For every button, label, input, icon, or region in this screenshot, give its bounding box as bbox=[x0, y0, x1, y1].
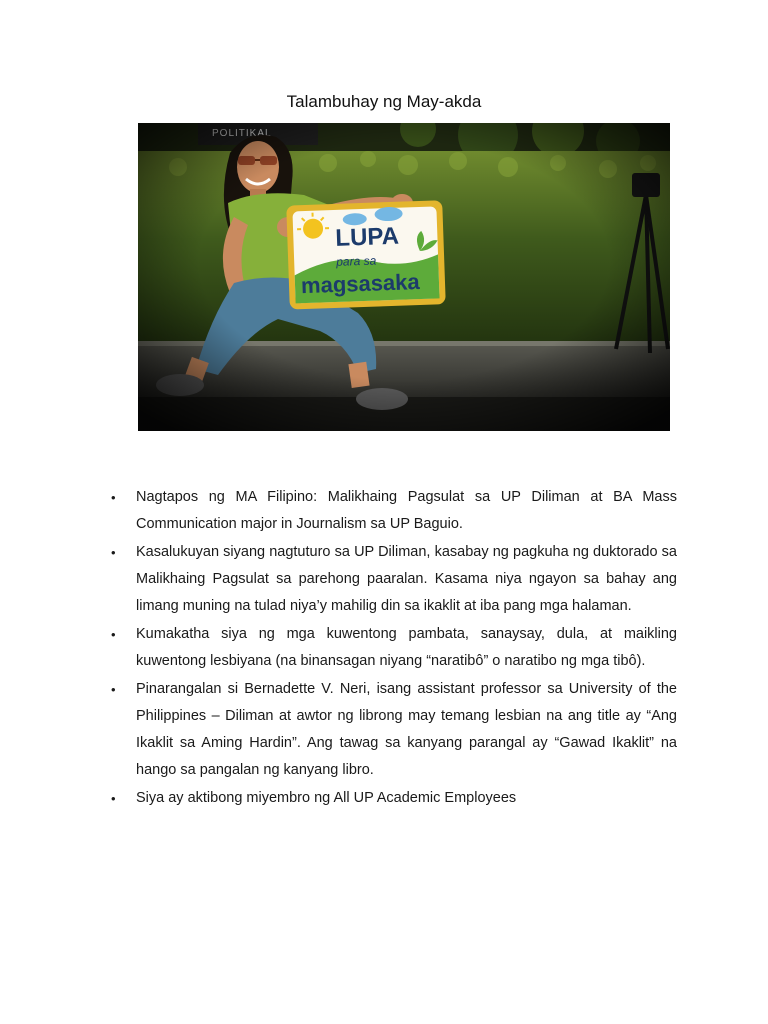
list-item bbox=[108, 676, 677, 784]
bio-text: Kumakatha siya ng mga kuwentong pambata, sanaysay, dula, at maikling kuwentong lesbiyana (na binansagan niyang “naratibô” o naratibo ng mga tibô). bbox=[136, 626, 677, 669]
list-item bbox=[108, 484, 677, 538]
list-item bbox=[108, 539, 677, 620]
bio-text: Nagtapos ng MA Filipino: Malikhaing Pagsulat sa UP Diliman at BA Mass Communication major in Journalism sa UP Baguio. bbox=[136, 489, 677, 532]
bio-text: Kasalukuyan siyang nagtuturo sa UP Diliman, kasabay ng pagkuha ng duktorado sa Malikhaing Pagsulat sa parehong paaralan. Kasama niya ngayon sa bahay ang limang muning na tulad niya’y mahilig din sa ikaklit at iba pang mga halaman. bbox=[136, 544, 677, 614]
list-item bbox=[108, 621, 677, 675]
bullet-icon: • bbox=[111, 627, 116, 642]
bullet-icon: • bbox=[111, 490, 116, 505]
bullet-icon: • bbox=[111, 682, 116, 697]
bio-list bbox=[108, 484, 677, 813]
bullet-icon: • bbox=[111, 791, 116, 806]
author-photo-illustration bbox=[138, 123, 670, 431]
bio-text: Siya ay aktibong miyembro ng All UP Academic Employees bbox=[136, 790, 517, 806]
bullet-icon: • bbox=[111, 545, 116, 560]
bio-text: Pinarangalan si Bernadette V. Neri, isang assistant professor sa University of the Philippines – Diliman at awtor ng librong may temang lesbian na ang title ay “Ang Ikaklit sa Aming Hardin”. Ang tawag sa kanyang parangal ay “Gawad Ikaklit” na hango sa pangalan ng kanyang libro. bbox=[136, 681, 677, 778]
page-title: Talambuhay ng May-akda bbox=[286, 92, 482, 111]
author-photo bbox=[138, 123, 670, 431]
list-item bbox=[108, 785, 677, 812]
